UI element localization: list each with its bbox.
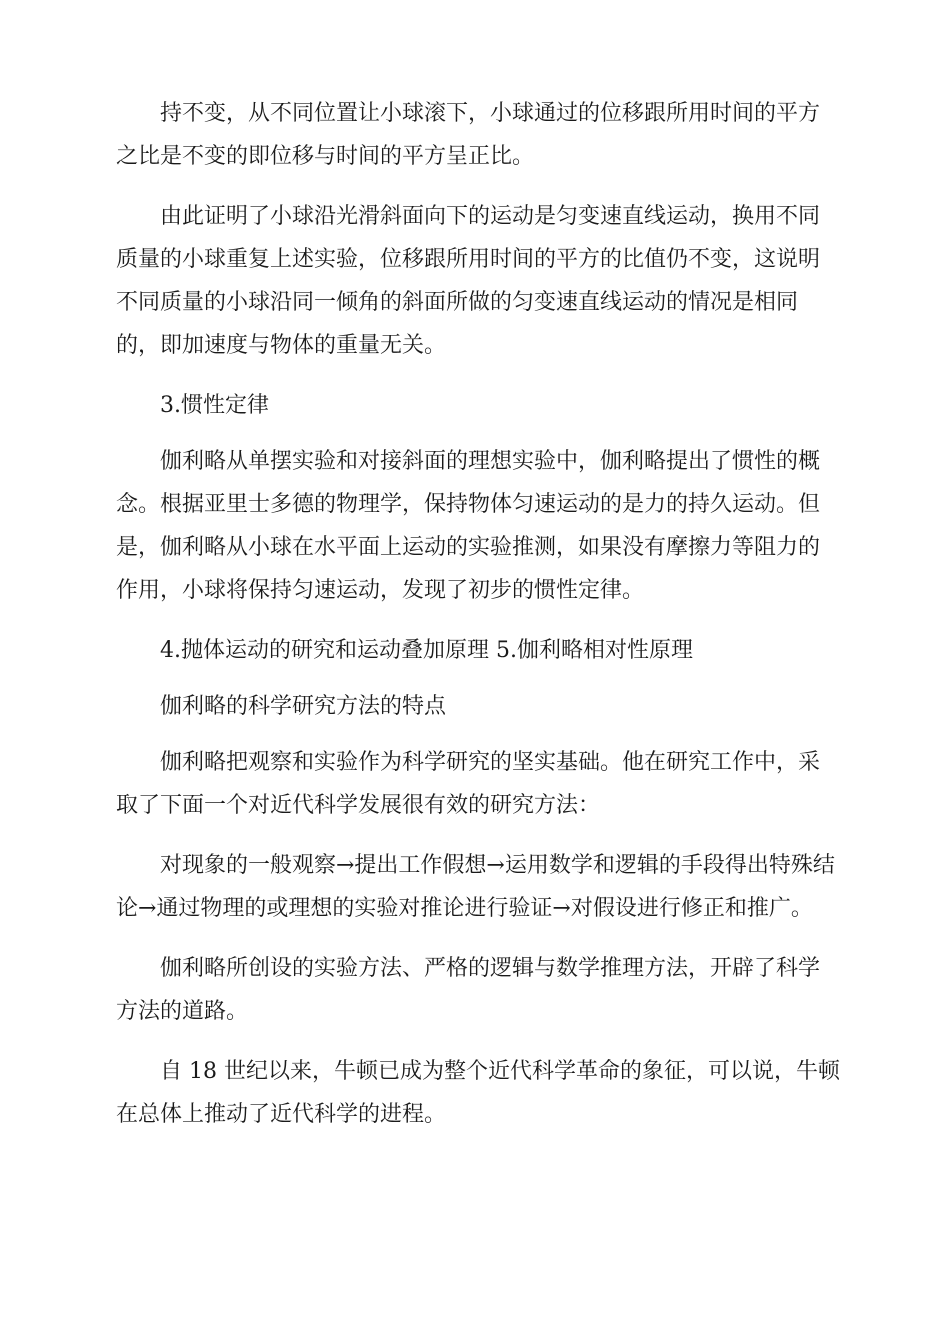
section-heading-research-method: 伽利略的科学研究方法的特点 — [160, 694, 447, 719]
section-heading-projectile-relativity: 4.抛体运动的研究和运动叠加原理 5.伽利略相对性原理 — [160, 638, 693, 663]
document-body — [116, 92, 841, 1153]
paragraph-experiment-conclusion: 持不变，从不同位置让小球滚下，小球通过的位移跟所用时间的平方之比是不变的即位移与时间的平方呈正比。 — [116, 101, 821, 169]
paragraph-method-steps: 对现象的一般观察→提出工作假想→运用数学和逻辑的手段得出特殊结论→通过物理的或理想的实验对推论进行验证→对假设进行修正和推广。 — [116, 853, 835, 921]
paragraph-newton: 自 18 世纪以来，牛顿已成为整个近代科学革命的象征，可以说，牛顿在总体上推动了近代科学的进程。 — [116, 1059, 840, 1127]
paragraph-method-significance: 伽利略所创设的实验方法、严格的逻辑与数学推理方法，开辟了科学方法的道路。 — [116, 956, 821, 1024]
paragraph-uniform-acceleration: 由此证明了小球沿光滑斜面向下的运动是匀变速直线运动，换用不同质量的小球重复上述实验，位移跟所用时间的平方的比值仍不变，这说明不同质量的小球沿同一倾角的斜面所做的匀变速直线运动的情况是相同的，即加速度与物体的重量无关。 — [116, 204, 821, 358]
paragraph-observation-experiment: 伽利略把观察和实验作为科学研究的坚实基础。他在研究工作中，采取了下面一个对近代科学发展很有效的研究方法： — [116, 750, 821, 818]
paragraph-inertia: 伽利略从单摆实验和对接斜面的理想实验中，伽利略提出了惯性的概念。根据亚里士多德的物理学，保持物体匀速运动的是力的持久运动。但是，伽利略从小球在水平面上运动的实验推测，如果没有摩擦力等阻力的作用，小球将保持匀速运动，发现了初步的惯性定律。 — [116, 449, 821, 603]
section-heading-inertia-law: 3.惯性定律 — [160, 393, 269, 418]
